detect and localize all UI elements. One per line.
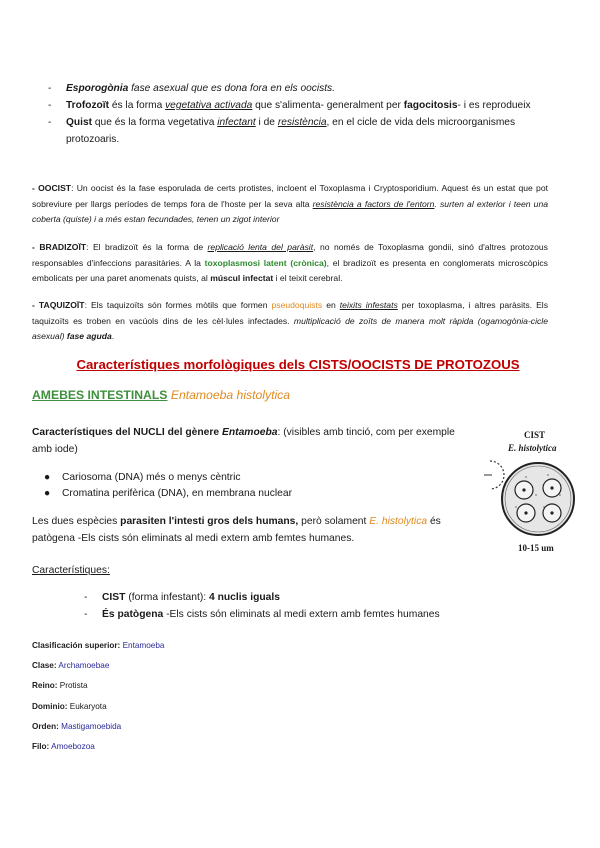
subheading: AMEBES INTESTINALS Entamoeba histolytica bbox=[32, 388, 291, 402]
taxonomy-row: Filo: Amoebozoa bbox=[32, 742, 95, 752]
taxonomy-row: Dominio: Eukaryota bbox=[32, 701, 107, 711]
oocist-paragraph: - OOCIST: Un oocist és la fase esporulada de certs protistes, incloent el Toxoplasma i Cryptosporidium. Aquest és un estat que pot sobreviure per llargs períodes de temps fora de l'hoste per la seva alta resistència a factors de l'entorn. surten al exterior i teen una coberta (quiste) i a més estan fecundades, tenen un zigot interior bbox=[32, 183, 549, 224]
taxonomy-box bbox=[32, 636, 164, 757]
figure-title: CIST bbox=[524, 430, 546, 440]
list-item: - Quist que és la forma vegetativa infectant i de resistència, en el cicle de vida dels microorganismes protozoaris. bbox=[48, 117, 516, 145]
list-item: - CIST (forma infestant): 4 nuclis iguals bbox=[84, 592, 280, 603]
bradizoit-paragraph: - BRADIZOÏT: El bradizoït és la forma de replicació lenta del paràsit, no només de Toxoplasma gondii, sinó d'altres protozous responsables d'infeccions parasitàries. A la toxoplasmosi latent (crònica), el bradizoït es presenta en conglomerats microscòpics embolicats per una paret anomenats quists, al múscul infectat i el teixit cerebral. bbox=[32, 242, 548, 283]
list-item: - Esporogònia fase asexual que es dona fora en els oocists. bbox=[48, 83, 335, 94]
taxonomy-row: Clase: Archamoebae bbox=[32, 661, 110, 671]
caracteristiques-label: Característiques: bbox=[32, 565, 110, 576]
section-heading: Característiques morfològiques dels CISTS/OOCISTS DE PROTOZOUS bbox=[76, 357, 520, 372]
taxonomy-row: Reino: Protista bbox=[32, 681, 88, 691]
caracteristiques-list bbox=[84, 589, 544, 623]
list-item: - És patògena -Els cists són eliminats al medi extern amb femtes humanes bbox=[84, 609, 440, 620]
list-item: - Trofozoït és la forma vegetativa activada que s'alimenta- generalment per fagocitosis- i es reprodueix bbox=[48, 100, 531, 111]
list-item: ● Cromatina perifèrica (DNA), en membrana nuclear bbox=[44, 488, 293, 499]
figure-size: 10-15 um bbox=[518, 543, 554, 553]
list-item: ● Cariosoma (DNA) més o menys cèntric bbox=[44, 472, 241, 483]
nucli-paragraph: Característiques del NUCLI del gènere Entamoeba: (visibles amb tinció, com per exemple amb iode) bbox=[32, 427, 455, 455]
especies-paragraph: Les dues espècies parasiten l'intesti gros dels humans, però solament E. histolytica és patògena -Els cists són eliminats al medi extern amb femtes humanes. bbox=[32, 516, 441, 544]
nucli-bullets bbox=[44, 470, 464, 502]
cyst-illustration bbox=[478, 455, 588, 545]
taquizoit-paragraph: - TAQUIZOÏT: Els taquizoïts són formes mòtils que formen pseudoquists en teixits infestats per toxoplasma, i altres paràsits. Els taquizoïts es troben en vacúols dins de les cèl·lules infectades. multiplicació de zoïts de manera molt ràpida (ogamogònia-cicle asexual) fase aguda. bbox=[32, 300, 549, 341]
figure-species: E. histolytica bbox=[508, 443, 557, 453]
definitions-list bbox=[48, 80, 558, 148]
taxonomy-row: Clasificación superior: Entamoeba bbox=[32, 641, 165, 650]
taxonomy-row: Orden: Mastigamoebida bbox=[32, 721, 122, 731]
